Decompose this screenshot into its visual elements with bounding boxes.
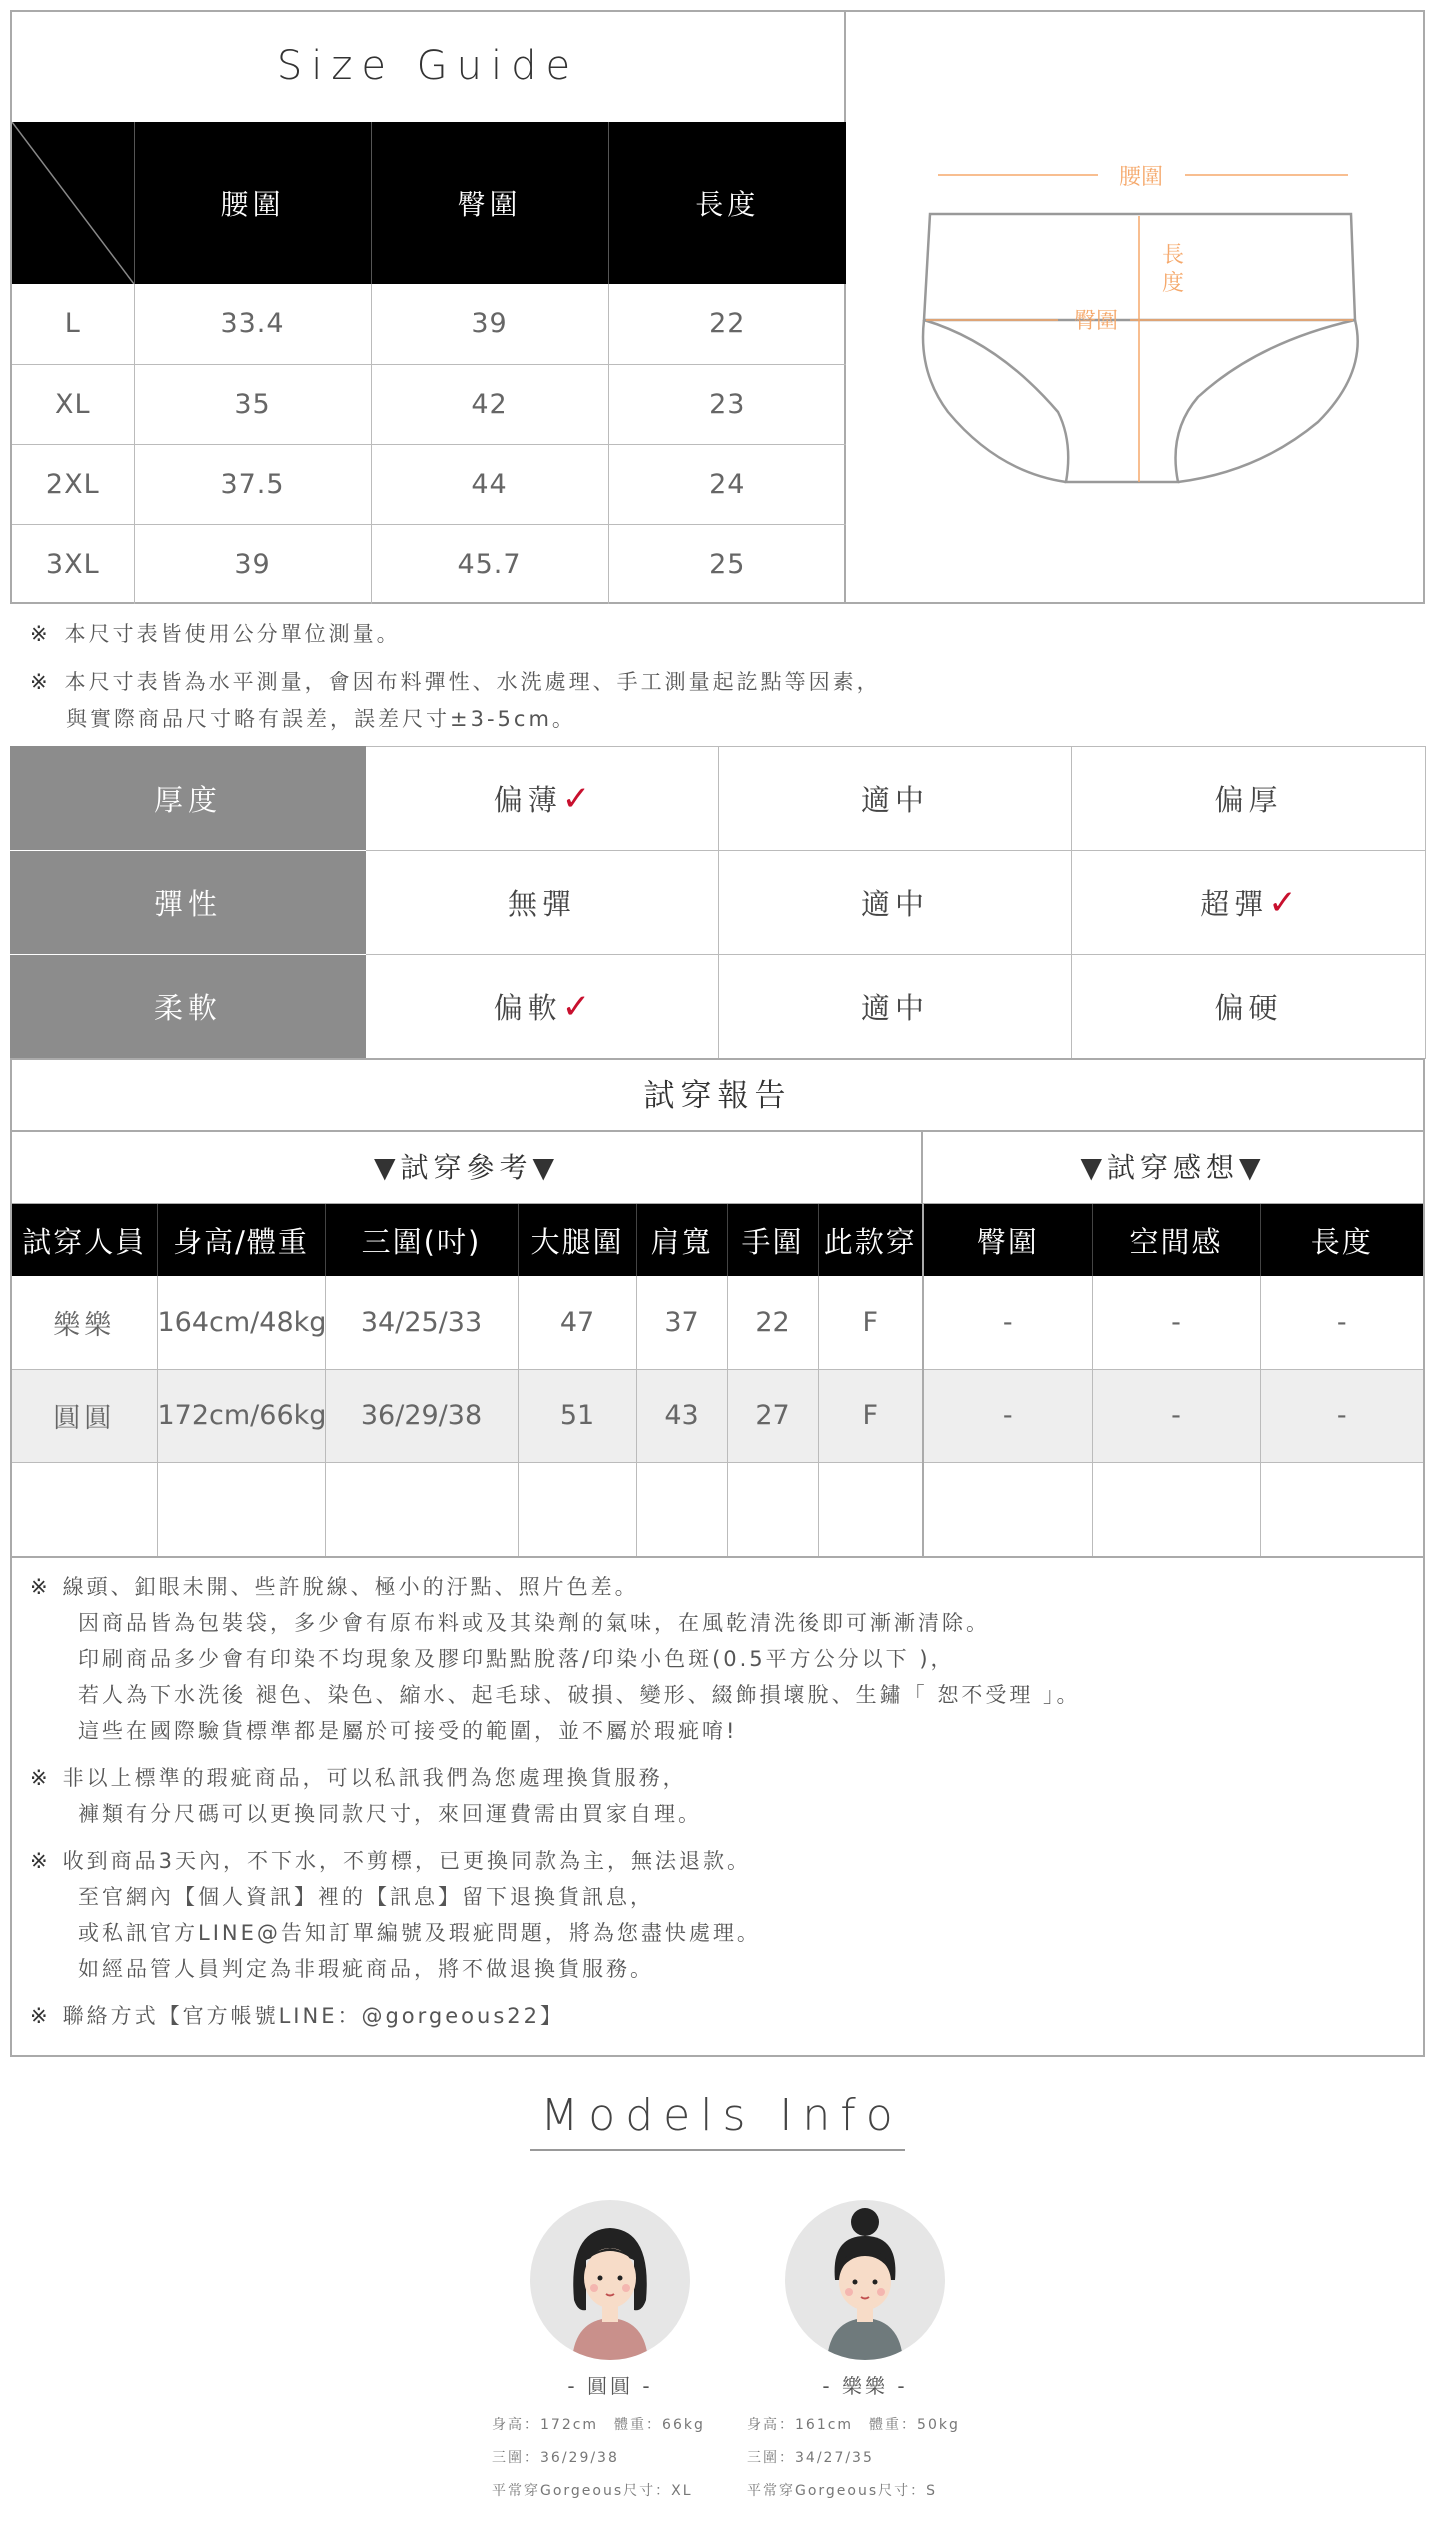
model-stats: 身高：172cm 體重：66kg: [492, 2417, 705, 2433]
empty-cell: [12, 1462, 157, 1556]
note-2: [30, 664, 881, 738]
policy-line: [30, 1843, 1423, 1879]
note-text: 與實際商品尺寸略有誤差，誤差尺寸±3-5cm。: [66, 707, 576, 731]
model-name: - 圓圓 -: [567, 2374, 653, 2398]
note-mark: ※: [30, 1849, 51, 1873]
avatar: [530, 2200, 690, 2360]
empty-cell: [1092, 1462, 1260, 1556]
policy-text: 收到商品3天內，不下水，不剪標，已更換同款為主，無法退款。: [62, 1849, 751, 1873]
col-header: 肩寬: [636, 1204, 727, 1276]
fabric-option: 適中: [719, 955, 1072, 1059]
size-cell: L: [12, 284, 134, 364]
thigh: 51: [518, 1369, 636, 1462]
waist-cell: 33.4: [134, 284, 371, 364]
hip-cell: 45.7: [371, 524, 608, 604]
empty-cell: [325, 1462, 518, 1556]
col-header: 此款穿: [818, 1204, 923, 1276]
empty-cell: [818, 1462, 923, 1556]
length-label-2: 度: [1161, 271, 1185, 296]
fabric-option: 無彈: [366, 851, 719, 955]
tester-name: 樂樂: [12, 1276, 157, 1369]
fabric-row: [11, 747, 1426, 851]
fabric-table: [10, 746, 1426, 1059]
empty-row: [12, 1462, 1423, 1556]
size-diagram: [848, 12, 1425, 602]
fabric-label: 柔軟: [11, 955, 366, 1059]
fabric-option: 偏厚: [1072, 747, 1426, 851]
col-header: 長度: [608, 122, 846, 284]
table-row: [12, 364, 846, 444]
waist-label: 腰圍: [1118, 165, 1164, 190]
avatar: [785, 2200, 945, 2360]
fabric-row: [11, 851, 1426, 955]
empty-cell: [1260, 1462, 1423, 1556]
table-row: [12, 284, 846, 364]
fabric-option: [1072, 851, 1426, 955]
check-icon: ✓: [561, 779, 591, 819]
policy-text: 或私訊官方LINE@告知訂單編號及瑕疵問題，將為您盡快處理。: [78, 1921, 761, 1945]
empty-cell: [157, 1462, 325, 1556]
col-header: 腰圍: [134, 122, 371, 284]
measurements: 34/25/33: [325, 1276, 518, 1369]
report-subheader: [12, 1132, 1423, 1204]
col-header: 長度: [1260, 1204, 1423, 1276]
note-mark: ※: [30, 1575, 51, 1599]
size-guide: [10, 10, 1425, 604]
models-info-title: [0, 2090, 1435, 2151]
model-usual-size: 平常穿Gorgeous尺寸：XL: [492, 2483, 693, 2499]
waist-cell: 35: [134, 364, 371, 444]
model-measurements: 三圍：34/27/35: [747, 2450, 874, 2466]
hip-feedback: -: [923, 1369, 1092, 1462]
length-label-1: 長: [1161, 243, 1185, 268]
col-header: 臀圍: [923, 1204, 1092, 1276]
length-feedback: -: [1260, 1276, 1423, 1369]
policy-text: 非以上標準的瑕疵商品，可以私訊我們為您處理換貨服務，: [62, 1766, 687, 1790]
col-header: 三圍(吋): [325, 1204, 518, 1276]
hip-cell: 39: [371, 284, 608, 364]
policy-text: 若人為下水洗後 褪色、染色、縮水、起毛球、破損、變形、綴飾損壞脫、生鏽「 恕不受理 」。: [78, 1683, 1081, 1707]
tester-name: 圓圓: [12, 1369, 157, 1462]
fabric-option: 適中: [719, 851, 1072, 955]
col-header: 大腿圍: [518, 1204, 636, 1276]
length-cell: 24: [608, 444, 846, 524]
table-row: [12, 1369, 1423, 1462]
measurements: 36/29/38: [325, 1369, 518, 1462]
empty-cell: [636, 1462, 727, 1556]
space-feedback: -: [1092, 1276, 1260, 1369]
underwear-diagram-icon: [848, 12, 1425, 602]
note-text: 本尺寸表皆使用公分單位測量。: [64, 622, 401, 646]
col-header: 臀圍: [371, 122, 608, 284]
waist-cell: 37.5: [134, 444, 371, 524]
policy-text: 線頭、釦眼未開、些許脫線、極小的汙點、照片色差。: [62, 1575, 639, 1599]
feedback-header: ▼試穿感想▼: [1080, 1151, 1266, 1184]
col-header: 試穿人員: [12, 1204, 157, 1276]
try-on-table: [12, 1204, 1423, 1556]
hip-feedback: -: [923, 1276, 1092, 1369]
policy-line: [30, 1569, 1423, 1605]
hip-label: 臀圍: [1073, 309, 1119, 334]
note-mark: ※: [30, 1766, 51, 1790]
note-1: [30, 616, 401, 653]
policy-text: 如經品管人員判定為非瑕疵商品，將不做退換貨服務。: [78, 1957, 654, 1981]
models-title-text: Models Info: [530, 2090, 904, 2151]
bun-model-avatar-icon: [785, 2200, 945, 2360]
size-guide-title: Size Guide: [276, 43, 580, 89]
size-table: [12, 122, 846, 604]
model-usual-size: 平常穿Gorgeous尺寸：S: [747, 2483, 938, 2499]
empty-cell: [923, 1462, 1092, 1556]
col-header: 身高/體重: [157, 1204, 325, 1276]
try-on-report: [10, 1058, 1425, 1558]
length-feedback: -: [1260, 1369, 1423, 1462]
length-cell: 23: [608, 364, 846, 444]
corner-cell: [12, 122, 134, 284]
policy-text: 褲類有分尺碼可以更換同款尺寸，來回運費需由買家自理。: [78, 1802, 702, 1826]
wear-size: F: [818, 1369, 923, 1462]
thigh: 47: [518, 1276, 636, 1369]
shoulder: 43: [636, 1369, 727, 1462]
model-name: - 樂樂 -: [822, 2374, 908, 2398]
fabric-option: [366, 747, 719, 851]
fabric-label: 厚度: [11, 747, 366, 851]
table-row: [12, 524, 846, 604]
model-card: [480, 2200, 740, 2508]
policy-text: 印刷商品多少會有印染不均現象及膠印點點脫落/印染小色斑(0.5平方公分以下 )，: [78, 1647, 955, 1671]
policy-text: 這些在國際驗貨標準都是屬於可接受的範圍，並不屬於瑕疵唷!: [78, 1719, 738, 1743]
model-card: [735, 2200, 995, 2508]
fabric-option: [366, 955, 719, 1059]
table-header-row: [12, 1204, 1423, 1276]
fabric-row: [11, 955, 1426, 1059]
size-cell: 2XL: [12, 444, 134, 524]
fabric-option: 偏硬: [1072, 955, 1426, 1059]
col-header: 空間感: [1092, 1204, 1260, 1276]
check-icon: ✓: [561, 987, 591, 1027]
length-cell: 25: [709, 548, 746, 580]
length-cell: 22: [608, 284, 846, 364]
female-model-avatar-icon: [530, 2200, 690, 2360]
table-row: [12, 444, 846, 524]
note-text: 本尺寸表皆為水平測量，會因布料彈性、水洗處理、手工測量起訖點等因素，: [64, 670, 881, 694]
size-cell: XL: [12, 364, 134, 444]
wear-size: F: [818, 1276, 923, 1369]
empty-cell: [727, 1462, 818, 1556]
height-weight: 172cm/66kg: [157, 1369, 325, 1462]
arm: 22: [727, 1276, 818, 1369]
hip-cell: 42: [371, 364, 608, 444]
table-row: [12, 1276, 1423, 1369]
height-weight: 164cm/48kg: [157, 1276, 325, 1369]
empty-cell: [518, 1462, 636, 1556]
policy-line: [30, 1998, 1423, 2034]
reference-header: ▼試穿參考▼: [12, 1132, 923, 1203]
shoulder: 37: [636, 1276, 727, 1369]
option-text: 偏軟: [493, 991, 562, 1025]
policy-text: 因商品皆為包裝袋，多少會有原布料或及其染劑的氣味，在風乾清洗後即可漸漸清除。: [78, 1611, 990, 1635]
fabric-label: 彈性: [11, 851, 366, 955]
policy-notes: [10, 1557, 1425, 2057]
note-mark: ※: [30, 622, 51, 646]
space-feedback: -: [1092, 1369, 1260, 1462]
policy-line: [30, 1760, 1423, 1796]
arm: 27: [727, 1369, 818, 1462]
model-measurements: 三圍：36/29/38: [492, 2450, 619, 2466]
note-mark: ※: [30, 670, 51, 694]
option-text: 超彈: [1200, 887, 1269, 921]
hip-cell: 44: [371, 444, 608, 524]
size-guide-table-area: [12, 12, 846, 602]
fabric-option: 適中: [719, 747, 1072, 851]
diagonal-line: [12, 122, 134, 284]
waist-cell: 39: [134, 524, 371, 604]
check-icon: ✓: [1268, 883, 1297, 923]
col-header: 手圍: [727, 1204, 818, 1276]
option-text: 偏薄: [493, 783, 562, 817]
note-mark: ※: [30, 2004, 51, 2028]
size-cell: 3XL: [12, 524, 134, 604]
model-stats: 身高：161cm 體重：50kg: [747, 2417, 960, 2433]
report-title: 試穿報告: [12, 1060, 1423, 1132]
contact-info: 聯絡方式【官方帳號LINE：@gorgeous22】: [62, 2004, 564, 2028]
policy-text: 至官網內【個人資訊】裡的【訊息】留下退換貨訊息，: [78, 1885, 654, 1909]
